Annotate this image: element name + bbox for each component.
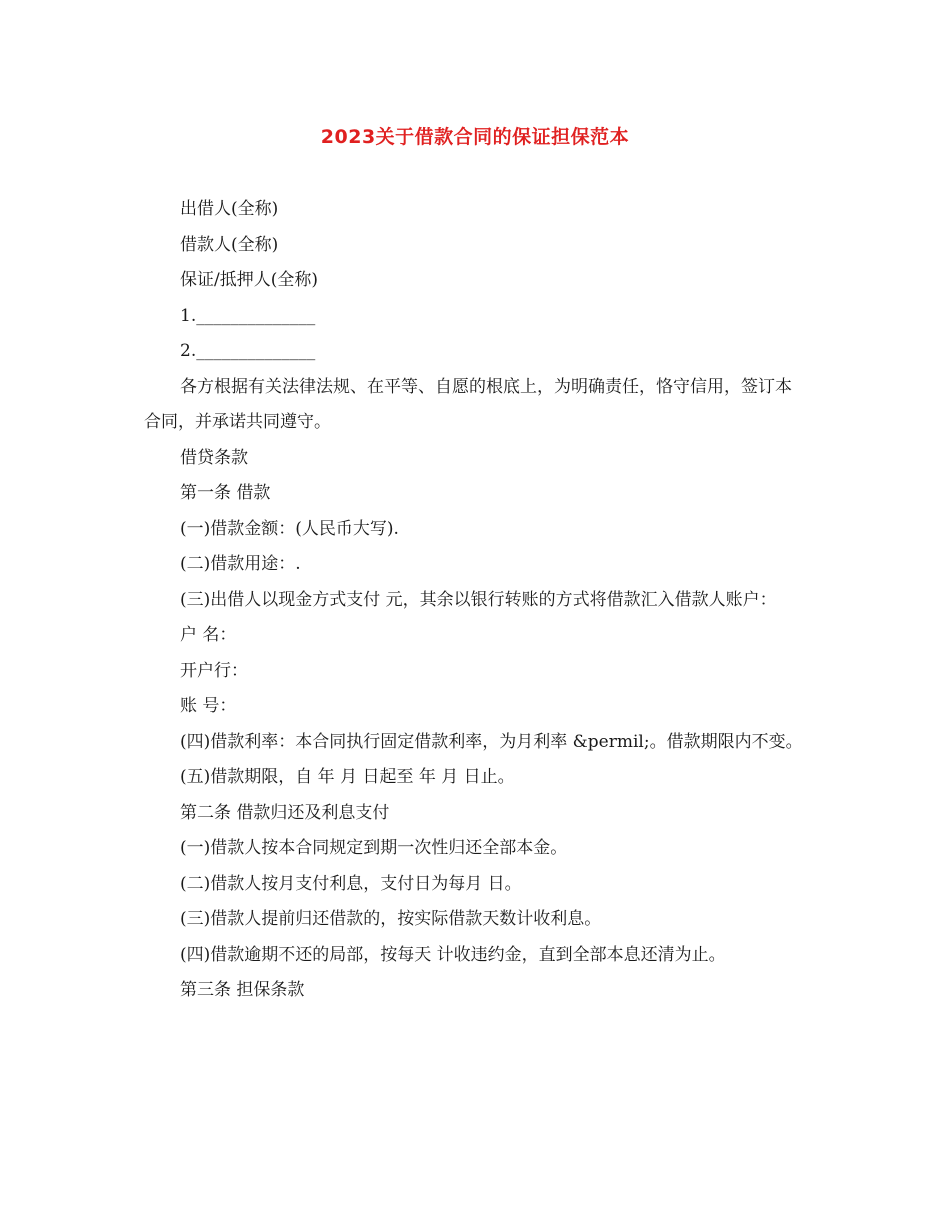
paragraph-guarantor: 保证/抵押人(全称) bbox=[180, 270, 318, 290]
paragraph-guarantor-1: 1.______________ bbox=[180, 305, 316, 326]
article-1-item-1: (一)借款金额：(人民币大写). bbox=[180, 518, 399, 539]
article-1-item-2: (二)借款用途：. bbox=[180, 554, 301, 574]
article-1-heading: 第一条 借款 bbox=[180, 483, 271, 503]
article-1-item-5: (五)借款期限，自 年 月 日起至 年 月 日止。 bbox=[180, 767, 515, 787]
article-2-item-3: (三)借款人提前归还借款的，按实际借款天数计收利息。 bbox=[180, 909, 602, 929]
article-1-item-3: (三)出借人以现金方式支付 元，其余以银行转账的方式将借款汇入借款人账户： bbox=[180, 589, 777, 610]
section-heading-loan-terms: 借贷条款 bbox=[180, 447, 248, 468]
article-2-item-2: (二)借款人按月支付利息，支付日为每月 日。 bbox=[180, 873, 522, 894]
account-number-line: 账 号： bbox=[180, 696, 237, 716]
article-2-item-1: (一)借款人按本合同规定到期一次性归还全部本金。 bbox=[180, 838, 568, 858]
paragraph-borrower: 借款人(全称) bbox=[180, 234, 279, 255]
paragraph-guarantor-2: 2.______________ bbox=[180, 341, 316, 361]
account-name-line: 户 名： bbox=[180, 625, 237, 645]
article-2-heading: 第二条 借款归还及利息支付 bbox=[180, 802, 390, 823]
document-title: 2023关于借款合同的保证担保范本 bbox=[320, 126, 630, 148]
article-2-item-4: (四)借款逾期不还的局部，按每天 计收违约金，直到全部本息还清为止。 bbox=[180, 944, 726, 965]
article-1-item-4: (四)借款利率：本合同执行固定借款利率，为月利率 &permil;。借款期限内不变。 bbox=[180, 731, 803, 752]
bank-line: 开户行： bbox=[180, 660, 248, 681]
document-body bbox=[144, 192, 806, 1009]
paragraph-preamble: 各方根据有关法律法规、在平等、自愿的根底上，为明确责任，恪守信用，签订本合同，并承诺共同遵守。 bbox=[144, 376, 792, 432]
paragraph-lender: 出借人(全称) bbox=[180, 199, 279, 219]
article-3-heading: 第三条 担保条款 bbox=[180, 980, 305, 1000]
